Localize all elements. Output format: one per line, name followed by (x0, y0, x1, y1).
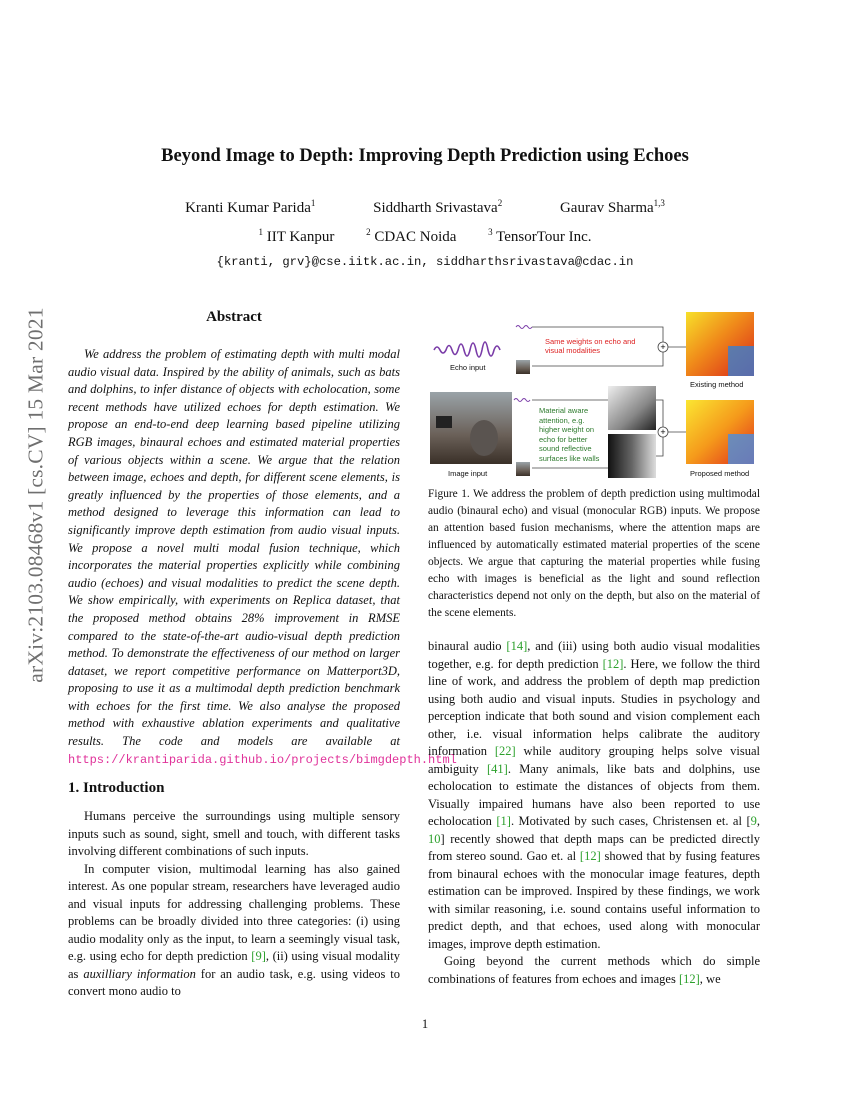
citation-link[interactable]: [1] (496, 814, 511, 828)
section-heading-introduction: 1. Introduction (68, 780, 165, 796)
page-number: 1 (421, 1017, 429, 1031)
citation-link[interactable]: [12] (678, 971, 700, 986)
right-paragraph-2: Going beyond the current methods which do simple combinations of features from echoes and images [12], we (428, 954, 760, 986)
citation-link[interactable]: [41] (487, 761, 508, 776)
wave-icon-top (516, 326, 532, 329)
room-thumb-top (516, 360, 530, 374)
affiliation-2: $^2$ CDAC Noida (366, 227, 457, 245)
citation-link[interactable]: [12] (602, 656, 624, 671)
right-column-body (428, 638, 760, 988)
attention-map-2 (608, 434, 656, 478)
echo-waveform (434, 342, 500, 357)
affiliation-list (0, 229, 850, 246)
figure-1 (428, 306, 760, 482)
wave-icon-bottom (514, 399, 530, 402)
introduction-body (68, 808, 400, 1001)
image-input-object (470, 420, 498, 456)
label-existing-method: Existing method (690, 380, 744, 389)
citation-link[interactable]: [22] (494, 744, 516, 758)
intro-paragraph-2: In computer vision, multimodal learning has also gained interest. As one popular stream, researchers have leveraged audio and visual inputs for addressing challenging problems. These problems can be broadly divided into three categories: (i) using audio modality only as the input, to learn a seemingly visual task, e.g. using echo for depth prediction [9], (ii) using visual modality as auxilliary information for an audio task, e.g. using videos to convert mono audio to (68, 861, 400, 998)
label-image-input: Image input (448, 469, 488, 478)
author-list (0, 200, 850, 217)
abstract-text: We address the problem of estimating depth with multi modal audio visual data. Inspired by the ability of animals, such as bats and dolphins, to infer distance of objects with echolocation, some recent methods have utilized echoes for depth estimation. We propose an end-to-end deep learning based pipeline utilizing RGB images, binaural echoes and estimated material properties of various objects within a scene. We argue that the relation between image, echoes and depth, for different scene elements, is greatly influenced by the properties of those elements, and a method designed to leverage this information can lead to significantly improve depth estimation from audio visual inputs. We propose a novel multi modal fusion technique, which incorporates the material properties explicitly while combining audio (echoes) and visual modalities to predict the scene depth. We show empirically, with experiments on Replica dataset, that the proposed method obtains 28% improvement in RMSE compared to the state-of-the-art audio-visual depth prediction method. To demonstrate the effectiveness of our method on larger dataset, we report competitive performance on Matterport3D, proposing to use it as a multimodal depth prediction benchmark with echoes for the first time. We also analyse the proposed method with exhaustive ablation experiments and qualitative results. The code and models are available at (68, 347, 400, 749)
abstract-body (68, 346, 457, 769)
citation-link[interactable]: [9] (251, 949, 266, 963)
author-emails: {kranti, grv}@cse.iitk.ac.in, siddharthsrivastava@cdac.in (216, 255, 634, 269)
citation-link[interactable]: 9 (750, 814, 757, 828)
arxiv-id: arXiv:2103.08468v1 [cs.CV] 15 Mar 2021 (23, 307, 48, 683)
affiliation-3: $^3$ TensorTour Inc. (488, 227, 592, 245)
author-3: Gaurav Sharma$^{1,3}$ (559, 198, 665, 216)
depth-output-proposed-shade (728, 434, 754, 464)
citation-link[interactable]: [14] (506, 639, 528, 653)
citation-link[interactable]: 10 (428, 831, 441, 846)
note-same-weights: Same weights on echo and visual modalities (545, 337, 636, 355)
affiliation-1: $^1$ IIT Kanpur (258, 227, 335, 245)
room-thumb-bottom (516, 462, 530, 476)
fusion-node-top-plus: + (660, 342, 666, 352)
image-input-tv (436, 416, 452, 428)
right-paragraph-1: binaural audio [14], and (iii) using both audio visual modalities together, e.g. for depth prediction [12]. Here, we follow the third line of work, and address the problem of depth map prediction using both audio and visual inputs. Studies in psychology and perception indicate that both sound and vision complement each other, i.e. visual information helps calibrate the auditory information [22] while auditory grouping helps solve visual ambiguity [41]. Many animals, like bats and dolphins, use echolocation to estimate the distances of objects from them. Visually impaired humans have also been reported to use echolocation [1]. Motivated by such cases, Christensen et. al [9, 10] recently showed that depth maps can be predicted directly from stereo sound. Gao et. al [12] showed that by fusing features from binaural echoes with the monocular image features, depth estimation can be improved. Inspired by these findings, we work with similar reasoning, i.e. sound contains useful information to predict depth, and that echoes, used along with monocular images, improve depth estimation. (428, 639, 760, 951)
author-1: Kranti Kumar Parida$^1$ (185, 198, 316, 216)
depth-output-existing-shade (728, 346, 754, 376)
intro-paragraph-1: Humans perceive the surroundings using multiple sensory inputs such as sound, sight, smell and touch, with different tasks involving different combinations of such inputs. (68, 809, 400, 858)
figure-1-caption: Figure 1. We address the problem of depth prediction using multimodal audio (binaural echo) and visual (monocular RGB) inputs. We propose an attention based fusion mechanisms, where the attention maps are influenced by automatically estimated material properties of the scene objects. We argue that capturing the material properties while fusing echo with images is beneficial as the light and sound reflection characteristics depend not only on the depth, but also on the material of the scene elements. (428, 488, 760, 619)
code-link[interactable]: https://krantiparida.github.io/projects/bimgdepth.html (68, 752, 457, 767)
line-bottom-att2 (656, 437, 663, 456)
abstract-heading: Abstract (206, 309, 262, 325)
fusion-node-bottom-plus: + (660, 427, 666, 437)
note-material-attention: Material aware attention, e.g. higher weight on echo for better sound reflective surfaces like walls (539, 406, 600, 463)
arxiv-sidebar (14, 300, 58, 690)
paper-title: Beyond Image to Depth: Improving Depth Prediction using Echoes (161, 146, 689, 166)
attention-map-1 (608, 386, 656, 430)
citation-link[interactable]: [12] (579, 849, 601, 863)
author-2: Siddharth Srivastava$^2$ (373, 198, 503, 216)
label-proposed-method: Proposed method (690, 469, 750, 478)
line-bottom-att1 (656, 400, 663, 427)
label-echo-input: Echo input (450, 363, 486, 372)
